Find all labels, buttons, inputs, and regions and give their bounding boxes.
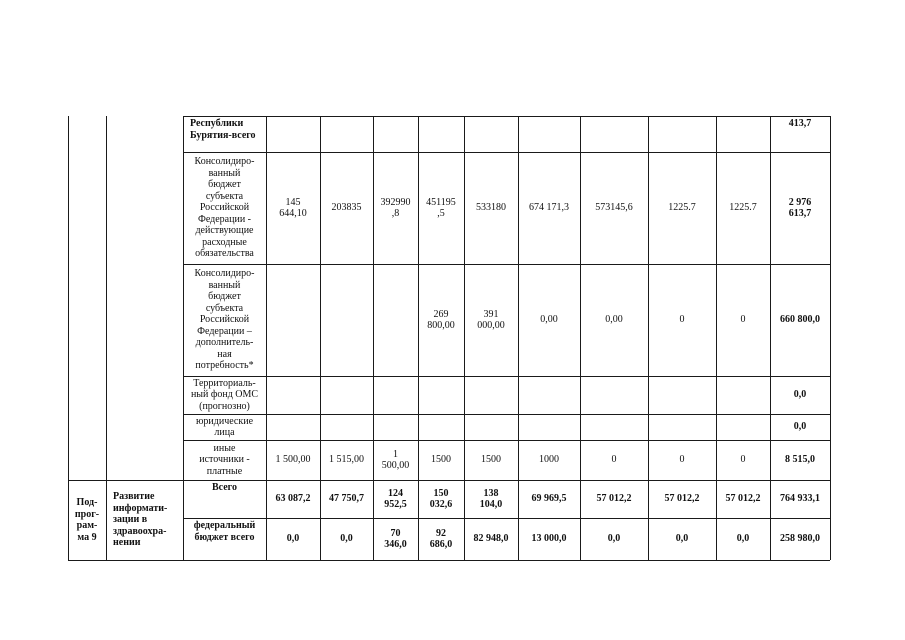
year-value bbox=[267, 265, 319, 375]
year-value bbox=[581, 117, 647, 151]
source-label: Республики Бурятия-всего bbox=[190, 118, 256, 141]
year-value bbox=[374, 377, 417, 413]
total-value: 258 980,0 bbox=[780, 533, 820, 545]
year-value: 47 750,7 bbox=[329, 493, 364, 505]
year-value: 150 032,6 bbox=[429, 487, 453, 510]
year-value: 63 087,2 bbox=[275, 493, 311, 505]
source-label: юридические лица bbox=[195, 415, 254, 438]
year-value bbox=[717, 377, 769, 413]
year-value bbox=[519, 117, 579, 151]
year-value: 145 644,10 bbox=[279, 196, 307, 219]
year-value: 0,0 bbox=[607, 533, 621, 545]
year-value: 124 952,5 bbox=[384, 487, 407, 510]
year-value: 0 bbox=[740, 314, 746, 326]
total-value: 413,7 bbox=[788, 118, 812, 129]
subprogram-number: Под- прог- рам- ма 9 bbox=[74, 497, 100, 543]
year-value: 674 171,3 bbox=[529, 202, 569, 214]
year-value bbox=[465, 117, 517, 151]
total-value: 0,0 bbox=[793, 421, 807, 433]
year-value bbox=[267, 415, 319, 439]
year-value bbox=[581, 377, 647, 413]
year-value bbox=[419, 377, 463, 413]
year-value: 573145,6 bbox=[595, 202, 633, 214]
year-value bbox=[649, 415, 715, 439]
total-value: 660 800,0 bbox=[780, 314, 820, 326]
year-value: 82 948,0 bbox=[473, 533, 509, 545]
source-label: Консолидиро- ванный бюджет субъекта Российской Федерации - действующие расходные обязательства bbox=[194, 156, 255, 260]
year-value: 92 686,0 bbox=[429, 527, 453, 550]
year-value: 203835 bbox=[331, 202, 362, 214]
year-value bbox=[519, 415, 579, 439]
year-value: 0 bbox=[679, 314, 685, 326]
year-value bbox=[374, 265, 417, 375]
year-value: 13 000,0 bbox=[531, 533, 567, 545]
year-value: 70 346,0 bbox=[384, 527, 407, 550]
year-value: 0,0 bbox=[286, 533, 300, 545]
year-value bbox=[419, 117, 463, 151]
year-value: 1225.7 bbox=[729, 202, 757, 214]
year-value: 138 104,0 bbox=[479, 487, 503, 510]
year-value: 57 012,2 bbox=[725, 493, 761, 505]
year-value: 69 969,5 bbox=[531, 493, 567, 505]
year-value bbox=[374, 415, 417, 439]
year-value: 1000 bbox=[539, 454, 559, 466]
year-value: 0,0 bbox=[736, 533, 750, 545]
federal-row-label: федеральный бюджет всего bbox=[193, 520, 256, 543]
year-value bbox=[267, 377, 319, 413]
year-value: 0 bbox=[740, 454, 746, 466]
year-value bbox=[321, 117, 372, 151]
year-value bbox=[267, 117, 319, 151]
total-value: 0,0 bbox=[793, 389, 807, 401]
year-value bbox=[321, 265, 372, 375]
year-value: 57 012,2 bbox=[664, 493, 700, 505]
total-value: 764 933,1 bbox=[780, 493, 820, 505]
year-value bbox=[419, 415, 463, 439]
total-row-label: Всего bbox=[212, 482, 237, 493]
year-value bbox=[717, 415, 769, 439]
year-value: 1500 bbox=[481, 454, 501, 466]
year-value: 391 000,00 bbox=[477, 308, 505, 331]
year-value: 0 bbox=[611, 454, 617, 466]
total-value: 8 515,0 bbox=[785, 454, 815, 466]
year-value: 0,0 bbox=[675, 533, 689, 545]
year-value bbox=[519, 377, 579, 413]
year-value: 0 bbox=[679, 454, 685, 466]
year-value bbox=[649, 377, 715, 413]
year-value: 269 800,00 bbox=[427, 308, 455, 331]
total-value: 2 976 613,7 bbox=[788, 196, 812, 219]
year-value: 1500 bbox=[431, 454, 451, 466]
year-value: 0,00 bbox=[540, 314, 558, 326]
year-value: 1 515,00 bbox=[329, 454, 364, 466]
year-value: 1 500,00 bbox=[275, 454, 311, 466]
source-label: Консолидиро- ванный бюджет субъекта Российской Федерации – дополнитель- ная потребность* bbox=[194, 268, 255, 372]
year-value: 0,00 bbox=[605, 314, 623, 326]
source-label: Территориаль- ный фонд ОМС (прогнозно) bbox=[190, 377, 259, 412]
year-value: 392990 ,8 bbox=[380, 196, 411, 219]
year-value: 57 012,2 bbox=[596, 493, 632, 505]
year-value: 1225.7 bbox=[668, 202, 696, 214]
year-value bbox=[465, 377, 517, 413]
year-value: 0,0 bbox=[340, 533, 353, 545]
year-value: 1 500,00 bbox=[381, 448, 410, 471]
year-value bbox=[649, 117, 715, 151]
year-value bbox=[465, 415, 517, 439]
year-value bbox=[321, 377, 372, 413]
year-value bbox=[581, 415, 647, 439]
column-divider bbox=[830, 116, 831, 560]
table-bottom-border bbox=[68, 560, 830, 561]
source-label: иные источники - платные bbox=[199, 442, 250, 477]
subprogram-name: Развитие информати- зации в здравоохра- нении bbox=[113, 491, 168, 549]
year-value bbox=[321, 415, 372, 439]
year-value: 533180 bbox=[476, 202, 506, 214]
year-value bbox=[717, 117, 769, 151]
year-value: 451195 ,5 bbox=[426, 196, 456, 219]
year-value bbox=[374, 117, 417, 151]
